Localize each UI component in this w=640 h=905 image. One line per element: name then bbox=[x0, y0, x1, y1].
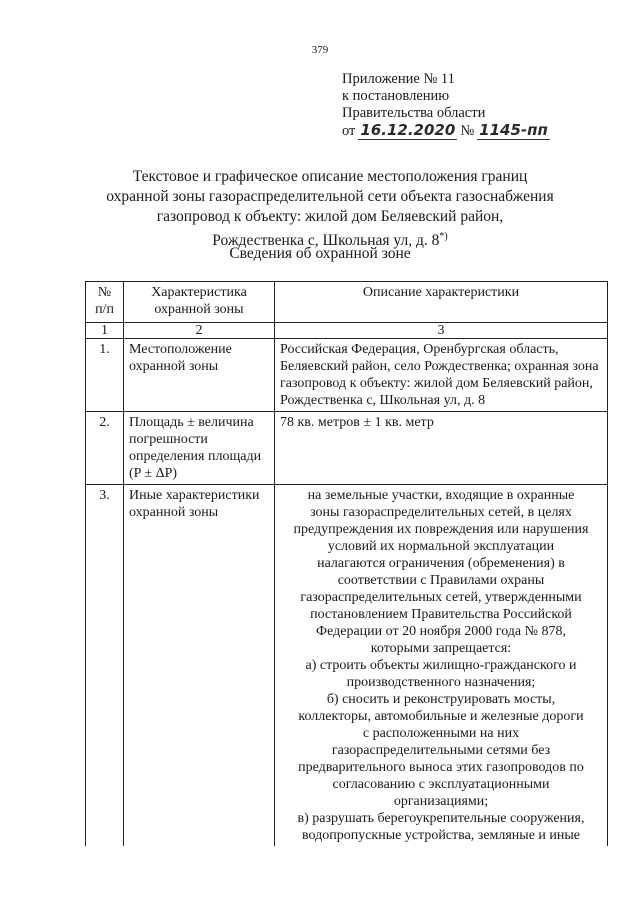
appendix-line-1: Приложение № 11 bbox=[342, 71, 455, 87]
description-line: соответствии с Правилами охраны bbox=[337, 573, 545, 588]
header-num: № п/п bbox=[86, 282, 124, 323]
from-label: от bbox=[342, 123, 356, 139]
handwritten-number: 1145-пп bbox=[479, 121, 548, 139]
document-title bbox=[60, 167, 600, 251]
title-line-4-text: Рождественка с, Школьная ул, д. 8 bbox=[212, 232, 440, 250]
number-label: № bbox=[460, 123, 475, 139]
description-line: водопропускные устройства, земляные и иные bbox=[301, 828, 581, 843]
column-number-3: 3 bbox=[275, 323, 608, 339]
description-line: Федерации от 20 ноября 2000 года № 878, bbox=[316, 624, 566, 639]
description-line: с расположенными на них bbox=[362, 726, 520, 741]
description-line: предупреждения их повреждения или нарушения bbox=[293, 522, 589, 537]
page-number: 379 bbox=[311, 44, 329, 56]
row-characteristic: Площадь ± величина погрешности определения площади (P ± ΔP) bbox=[124, 412, 275, 485]
title-line-1: Текстовое и графическое описание местоположения границ bbox=[132, 168, 528, 185]
description-line: на земельные участки, входящие в охранные bbox=[307, 488, 575, 503]
column-number-1: 1 bbox=[86, 323, 124, 339]
row-num: 2. bbox=[86, 412, 124, 485]
title-line-2: охранной зоны газораспределительной сети объекта газоснабжения bbox=[106, 188, 554, 205]
row-num: 3. bbox=[86, 485, 124, 847]
handwritten-date: 16.12.2020 bbox=[360, 121, 456, 139]
description-line: зоны газораспределительных сетей, в целях bbox=[310, 505, 572, 520]
table-header-row bbox=[86, 282, 608, 323]
header-characteristic: Характеристика охранной зоны bbox=[124, 282, 275, 323]
table-row bbox=[86, 339, 608, 412]
description-line: газораспределительными сетями без bbox=[331, 743, 551, 758]
description-line: которыми запрещается: bbox=[370, 641, 512, 656]
description-line: производственного назначения; bbox=[346, 675, 536, 690]
description-line: газораспределительных сетей, утвержденными bbox=[300, 590, 582, 605]
row-description: Российская Федерация, Оренбургская область, Беляевский район, село Рождественка; охранная зона газопровод к объекту: жилой дом Беляевский район, Рождественка с, Школьная ул, д. 8 bbox=[275, 339, 608, 412]
description-line: б) сносить и реконструировать мосты, bbox=[326, 692, 556, 707]
description-line: организациями; bbox=[393, 794, 489, 809]
table-row bbox=[86, 412, 608, 485]
description-line: условий их нормальной эксплуатации bbox=[327, 539, 555, 554]
appendix-line-3: Правительства области bbox=[342, 105, 486, 121]
row-description: 78 кв. метров ± 1 кв. метр bbox=[275, 412, 608, 485]
row-description bbox=[275, 485, 608, 847]
table-row bbox=[86, 485, 608, 847]
description-line: постановлением Правительства Российской bbox=[310, 607, 572, 622]
section-subtitle: Сведения об охранной зоне bbox=[229, 245, 411, 262]
row-characteristic: Иные характеристики охранной зоны bbox=[124, 485, 275, 847]
title-line-3: газопровод к объекту: жилой дом Беляевский район, bbox=[156, 208, 504, 225]
protection-zone-table bbox=[85, 281, 608, 846]
description-line: в) разрушать берегоукрепительные сооружения, bbox=[297, 811, 585, 826]
row-num: 1. bbox=[86, 339, 124, 412]
header-description: Описание характеристики bbox=[275, 282, 608, 323]
description-line: предварительного выноса этих газопроводов по bbox=[298, 760, 584, 775]
description-line: налагаются ограничения (обременения) в bbox=[317, 556, 565, 571]
column-number-row bbox=[86, 323, 608, 339]
description-line: коллекторы, автомобильные и железные дороги bbox=[298, 709, 584, 724]
appendix-line-2: к постановлению bbox=[342, 88, 450, 104]
description-line: согласованию с эксплуатационными bbox=[332, 777, 550, 792]
row-characteristic: Местоположение охранной зоны bbox=[124, 339, 275, 412]
footnote-mark: *) bbox=[439, 231, 448, 242]
appendix-date-row bbox=[342, 122, 602, 140]
appendix-block bbox=[342, 71, 602, 140]
description-line: а) строить объекты жилищно-гражданского и bbox=[305, 658, 577, 673]
column-number-2: 2 bbox=[124, 323, 275, 339]
